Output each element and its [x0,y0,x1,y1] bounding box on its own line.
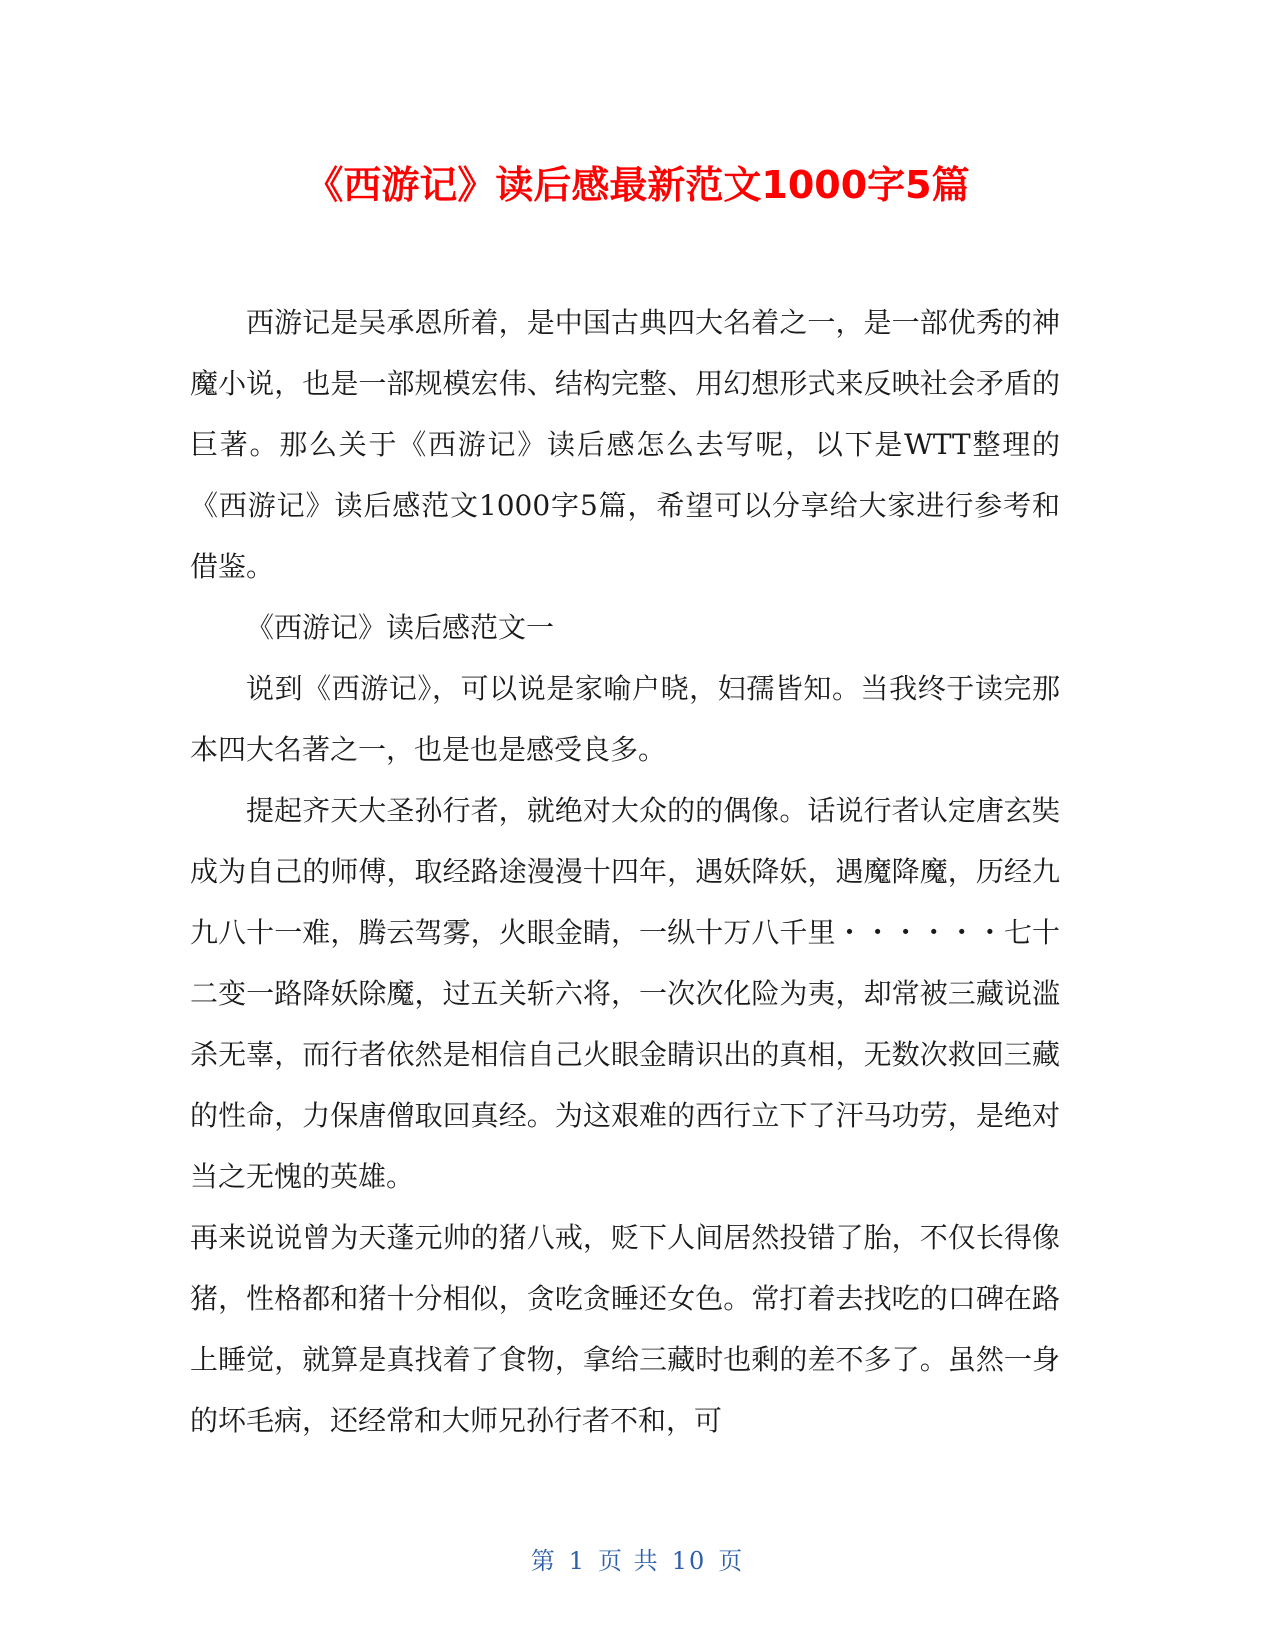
footer-total-pages: 10 [671,1547,707,1575]
page-footer [0,1545,1275,1577]
footer-current-page: 1 [568,1547,587,1575]
body-paragraph: 说到《西游记》，可以说是家喻户晓，妇孺皆知。当我终于读完那本四大名著之一，也是也是感受良多。 [190,672,1060,766]
section-heading: 《西游记》读后感范文一 [246,611,555,644]
document-title: 《西游记》读后感最新范文1000字5篇 [305,163,970,207]
footer-suffix: 页 [718,1547,745,1575]
body-paragraph: 提起齐天大圣孙行者，就绝对大众的的偶像。话说行者认定唐玄奘成为自己的师傅，取经路途漫漫十四年，遇妖降妖，遇魔降魔，历经九九八十一难，腾云驾雾，火眼金睛，一纵十万八千里・・・・・・七十二变一路降妖除魔，过五关斩六将，一次次化险为夷，却常被三藏说滥杀无辜，而行者依然是相信自己火眼金睛识出的真相，无数次救回三藏的性命，力保唐僧取回真经。为这艰难的西行立下了汗马功劳，是绝对当之无愧的英雄。 [190,794,1060,1193]
footer-middle: 页 共 [598,1547,660,1575]
body-paragraph: 再来说说曾为天蓬元帅的猪八戒，贬下人间居然投错了胎，不仅长得像猪，性格都和猪十分相似，贪吃贪睡还女色。常打着去找吃的口碑在路上睡觉，就算是真找着了食物，拿给三藏时也剩的差不多了。虽然一身的坏毛病，还经常和大师兄孙行者不和，可 [190,1221,1060,1437]
footer-prefix: 第 [530,1547,557,1575]
intro-paragraph: 西游记是吴承恩所着，是中国古典四大名着之一，是一部优秀的神魔小说，也是一部规模宏伟、结构完整、用幻想形式来反映社会矛盾的巨著。那么关于《西游记》读后感怎么去写呢，以下是WTT整理的《西游记》读后感范文1000字5篇，希望可以分享给大家进行参考和借鉴。 [190,306,1060,583]
document-body [190,292,1060,1451]
